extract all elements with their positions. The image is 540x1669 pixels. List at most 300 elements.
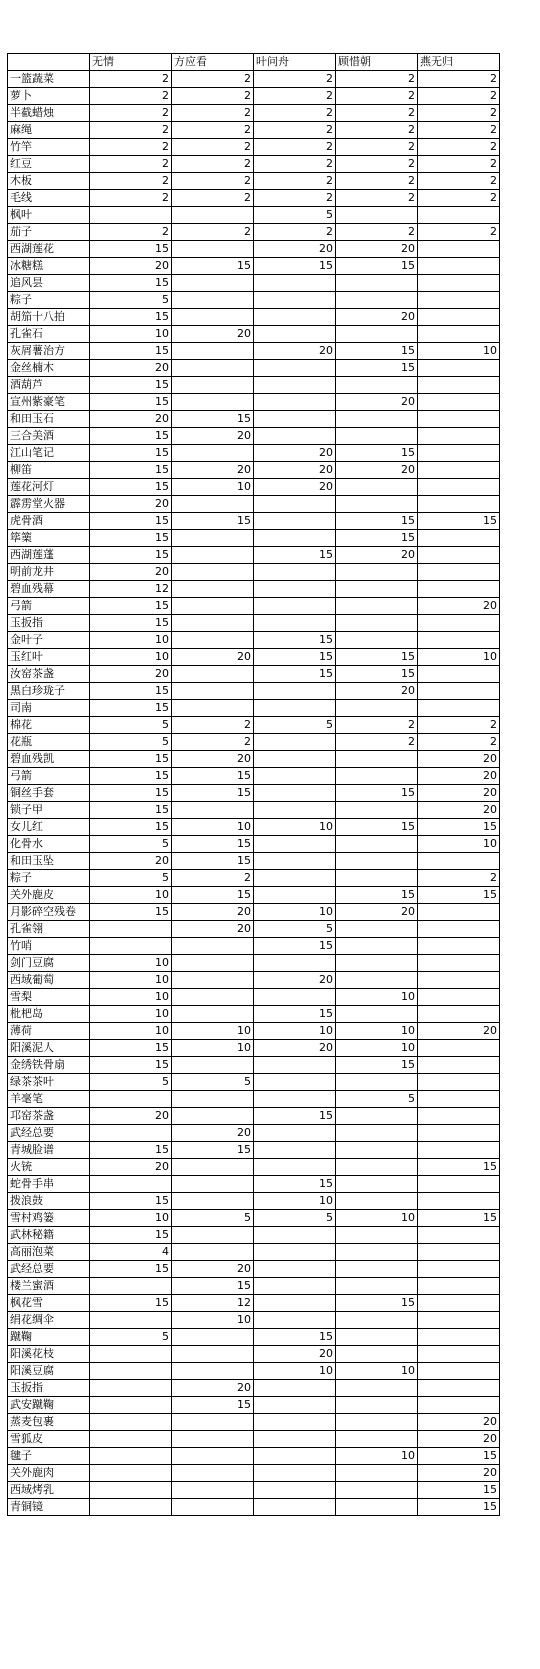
- item-name-cell[interactable]: 黑白珍珑子: [8, 683, 90, 700]
- value-cell[interactable]: 2: [90, 122, 172, 139]
- value-cell[interactable]: [172, 1329, 254, 1346]
- item-name-cell[interactable]: 铜丝手套: [8, 785, 90, 802]
- value-cell[interactable]: [418, 1108, 500, 1125]
- value-cell[interactable]: 10: [418, 836, 500, 853]
- value-cell[interactable]: [418, 1346, 500, 1363]
- value-cell[interactable]: 2: [336, 71, 418, 88]
- value-cell[interactable]: [254, 1278, 336, 1295]
- value-cell[interactable]: [172, 564, 254, 581]
- value-cell[interactable]: [336, 1193, 418, 1210]
- value-cell[interactable]: 10: [90, 632, 172, 649]
- value-cell[interactable]: [336, 751, 418, 768]
- value-cell[interactable]: [254, 1448, 336, 1465]
- value-cell[interactable]: [172, 377, 254, 394]
- value-cell[interactable]: 2: [90, 173, 172, 190]
- item-name-cell[interactable]: 金绣铁骨扇: [8, 1057, 90, 1074]
- value-cell[interactable]: 15: [90, 309, 172, 326]
- item-name-cell[interactable]: 筚篥: [8, 530, 90, 547]
- value-cell[interactable]: [336, 768, 418, 785]
- value-cell[interactable]: 10: [418, 343, 500, 360]
- value-cell[interactable]: [418, 1142, 500, 1159]
- value-cell[interactable]: 15: [336, 360, 418, 377]
- header-cell-corner[interactable]: [8, 54, 90, 71]
- value-cell[interactable]: 20: [418, 1465, 500, 1482]
- value-cell[interactable]: 20: [254, 972, 336, 989]
- value-cell[interactable]: [336, 1397, 418, 1414]
- value-cell[interactable]: 20: [418, 785, 500, 802]
- value-cell[interactable]: [336, 496, 418, 513]
- value-cell[interactable]: 15: [336, 1295, 418, 1312]
- item-name-cell[interactable]: 和田玉石: [8, 411, 90, 428]
- value-cell[interactable]: 15: [90, 394, 172, 411]
- value-cell[interactable]: 15: [172, 513, 254, 530]
- value-cell[interactable]: [90, 921, 172, 938]
- value-cell[interactable]: 20: [172, 921, 254, 938]
- value-cell[interactable]: [418, 853, 500, 870]
- value-cell[interactable]: 15: [254, 666, 336, 683]
- item-name-cell[interactable]: 枫叶: [8, 207, 90, 224]
- item-name-cell[interactable]: 茄子: [8, 224, 90, 241]
- value-cell[interactable]: 15: [90, 462, 172, 479]
- item-name-cell[interactable]: 玉红叶: [8, 649, 90, 666]
- value-cell[interactable]: 15: [90, 377, 172, 394]
- value-cell[interactable]: [336, 1176, 418, 1193]
- value-cell[interactable]: [418, 972, 500, 989]
- value-cell[interactable]: [254, 1312, 336, 1329]
- value-cell[interactable]: 10: [90, 972, 172, 989]
- value-cell[interactable]: 2: [418, 139, 500, 156]
- value-cell[interactable]: [418, 309, 500, 326]
- value-cell[interactable]: [254, 955, 336, 972]
- item-name-cell[interactable]: 阳溪豆腐: [8, 1363, 90, 1380]
- value-cell[interactable]: [254, 309, 336, 326]
- value-cell[interactable]: [254, 615, 336, 632]
- value-cell[interactable]: [90, 1346, 172, 1363]
- value-cell[interactable]: 20: [336, 241, 418, 258]
- item-name-cell[interactable]: 金丝楠木: [8, 360, 90, 377]
- item-name-cell[interactable]: 弓箭: [8, 598, 90, 615]
- value-cell[interactable]: [418, 1329, 500, 1346]
- value-cell[interactable]: [172, 1006, 254, 1023]
- value-cell[interactable]: 2: [336, 122, 418, 139]
- value-cell[interactable]: [254, 802, 336, 819]
- value-cell[interactable]: 2: [336, 224, 418, 241]
- value-cell[interactable]: [90, 1499, 172, 1516]
- value-cell[interactable]: [336, 428, 418, 445]
- value-cell[interactable]: 5: [90, 870, 172, 887]
- item-name-cell[interactable]: 灰屑薯治方: [8, 343, 90, 360]
- value-cell[interactable]: 20: [172, 1261, 254, 1278]
- value-cell[interactable]: 2: [172, 224, 254, 241]
- value-cell[interactable]: 20: [172, 462, 254, 479]
- value-cell[interactable]: [254, 700, 336, 717]
- value-cell[interactable]: 15: [90, 530, 172, 547]
- value-cell[interactable]: 5: [336, 1091, 418, 1108]
- item-name-cell[interactable]: 和田玉坠: [8, 853, 90, 870]
- value-cell[interactable]: [254, 1159, 336, 1176]
- value-cell[interactable]: 15: [418, 1482, 500, 1499]
- item-name-cell[interactable]: 剑门豆腐: [8, 955, 90, 972]
- value-cell[interactable]: 15: [254, 632, 336, 649]
- value-cell[interactable]: [418, 1261, 500, 1278]
- value-cell[interactable]: [254, 428, 336, 445]
- item-name-cell[interactable]: 萝卜: [8, 88, 90, 105]
- header-cell-yanwugui[interactable]: 燕无归: [418, 54, 500, 71]
- value-cell[interactable]: [172, 1499, 254, 1516]
- item-name-cell[interactable]: 碧血残幕: [8, 581, 90, 598]
- value-cell[interactable]: [254, 1482, 336, 1499]
- value-cell[interactable]: [254, 785, 336, 802]
- value-cell[interactable]: 20: [254, 479, 336, 496]
- value-cell[interactable]: [172, 275, 254, 292]
- header-cell-yewenzhou[interactable]: 叶问舟: [254, 54, 336, 71]
- value-cell[interactable]: [336, 479, 418, 496]
- item-name-cell[interactable]: 阳溪泥人: [8, 1040, 90, 1057]
- value-cell[interactable]: [254, 1074, 336, 1091]
- value-cell[interactable]: 20: [336, 462, 418, 479]
- value-cell[interactable]: 20: [336, 904, 418, 921]
- item-name-cell[interactable]: 武安蹴鞠: [8, 1397, 90, 1414]
- value-cell[interactable]: 10: [254, 1193, 336, 1210]
- value-cell[interactable]: 10: [254, 819, 336, 836]
- value-cell[interactable]: 2: [418, 173, 500, 190]
- value-cell[interactable]: [336, 972, 418, 989]
- value-cell[interactable]: 20: [254, 1040, 336, 1057]
- item-name-cell[interactable]: 粽子: [8, 870, 90, 887]
- value-cell[interactable]: [336, 836, 418, 853]
- value-cell[interactable]: 15: [336, 649, 418, 666]
- value-cell[interactable]: [336, 1227, 418, 1244]
- value-cell[interactable]: 15: [90, 700, 172, 717]
- value-cell[interactable]: 2: [254, 105, 336, 122]
- value-cell[interactable]: [336, 1278, 418, 1295]
- value-cell[interactable]: [172, 1414, 254, 1431]
- value-cell[interactable]: 15: [90, 275, 172, 292]
- item-name-cell[interactable]: 竹哨: [8, 938, 90, 955]
- item-name-cell[interactable]: 虎骨酒: [8, 513, 90, 530]
- value-cell[interactable]: [254, 1091, 336, 1108]
- value-cell[interactable]: [254, 1431, 336, 1448]
- item-name-cell[interactable]: 碧血残凯: [8, 751, 90, 768]
- value-cell[interactable]: 20: [418, 802, 500, 819]
- value-cell[interactable]: 20: [172, 649, 254, 666]
- value-cell[interactable]: [336, 870, 418, 887]
- value-cell[interactable]: 20: [90, 853, 172, 870]
- value-cell[interactable]: [336, 1108, 418, 1125]
- value-cell[interactable]: [172, 394, 254, 411]
- value-cell[interactable]: [418, 989, 500, 1006]
- value-cell[interactable]: 2: [254, 156, 336, 173]
- value-cell[interactable]: [418, 1380, 500, 1397]
- value-cell[interactable]: 2: [418, 734, 500, 751]
- value-cell[interactable]: 20: [336, 547, 418, 564]
- value-cell[interactable]: 15: [418, 1159, 500, 1176]
- item-name-cell[interactable]: 阳溪花枝: [8, 1346, 90, 1363]
- value-cell[interactable]: 10: [90, 1210, 172, 1227]
- item-name-cell[interactable]: 莲花河灯: [8, 479, 90, 496]
- header-cell-guxichao[interactable]: 顾惜朝: [336, 54, 418, 71]
- item-name-cell[interactable]: 毛线: [8, 190, 90, 207]
- value-cell[interactable]: 2: [336, 139, 418, 156]
- value-cell[interactable]: 20: [418, 751, 500, 768]
- value-cell[interactable]: [172, 1108, 254, 1125]
- value-cell[interactable]: [254, 411, 336, 428]
- value-cell[interactable]: [254, 870, 336, 887]
- value-cell[interactable]: 20: [172, 751, 254, 768]
- item-name-cell[interactable]: 一篮蔬菜: [8, 71, 90, 88]
- value-cell[interactable]: 20: [90, 496, 172, 513]
- value-cell[interactable]: 2: [90, 190, 172, 207]
- item-name-cell[interactable]: 武林秘籍: [8, 1227, 90, 1244]
- value-cell[interactable]: 2: [418, 71, 500, 88]
- value-cell[interactable]: [418, 394, 500, 411]
- value-cell[interactable]: 10: [172, 1023, 254, 1040]
- value-cell[interactable]: [254, 581, 336, 598]
- item-name-cell[interactable]: 西域烤乳: [8, 1482, 90, 1499]
- item-name-cell[interactable]: 蛇骨手串: [8, 1176, 90, 1193]
- item-name-cell[interactable]: 雪狐皮: [8, 1431, 90, 1448]
- value-cell[interactable]: [336, 1244, 418, 1261]
- value-cell[interactable]: 2: [418, 88, 500, 105]
- value-cell[interactable]: [90, 1312, 172, 1329]
- value-cell[interactable]: 12: [90, 581, 172, 598]
- value-cell[interactable]: 2: [172, 870, 254, 887]
- value-cell[interactable]: [90, 1465, 172, 1482]
- item-name-cell[interactable]: 青城脸谱: [8, 1142, 90, 1159]
- item-name-cell[interactable]: 关外鹿皮: [8, 887, 90, 904]
- item-name-cell[interactable]: 青铜镜: [8, 1499, 90, 1516]
- item-name-cell[interactable]: 明前龙井: [8, 564, 90, 581]
- value-cell[interactable]: [418, 496, 500, 513]
- value-cell[interactable]: 15: [172, 785, 254, 802]
- value-cell[interactable]: 2: [172, 88, 254, 105]
- value-cell[interactable]: [254, 887, 336, 904]
- value-cell[interactable]: 5: [90, 717, 172, 734]
- value-cell[interactable]: [336, 1006, 418, 1023]
- value-cell[interactable]: [172, 445, 254, 462]
- item-name-cell[interactable]: 武经总要: [8, 1261, 90, 1278]
- value-cell[interactable]: 10: [172, 1312, 254, 1329]
- value-cell[interactable]: 20: [418, 1414, 500, 1431]
- value-cell[interactable]: [90, 1448, 172, 1465]
- value-cell[interactable]: 20: [418, 1023, 500, 1040]
- value-cell[interactable]: 5: [254, 921, 336, 938]
- item-name-cell[interactable]: 雪梨: [8, 989, 90, 1006]
- value-cell[interactable]: [418, 360, 500, 377]
- value-cell[interactable]: [336, 377, 418, 394]
- value-cell[interactable]: [172, 360, 254, 377]
- value-cell[interactable]: 20: [172, 1380, 254, 1397]
- value-cell[interactable]: [418, 258, 500, 275]
- item-name-cell[interactable]: 粽子: [8, 292, 90, 309]
- value-cell[interactable]: [418, 1176, 500, 1193]
- value-cell[interactable]: 10: [254, 1363, 336, 1380]
- value-cell[interactable]: 20: [418, 768, 500, 785]
- value-cell[interactable]: 15: [254, 1108, 336, 1125]
- value-cell[interactable]: [418, 1193, 500, 1210]
- value-cell[interactable]: [172, 1431, 254, 1448]
- value-cell[interactable]: [172, 343, 254, 360]
- item-name-cell[interactable]: 竹竿: [8, 139, 90, 156]
- value-cell[interactable]: 5: [254, 207, 336, 224]
- value-cell[interactable]: 15: [90, 598, 172, 615]
- value-cell[interactable]: [254, 530, 336, 547]
- value-cell[interactable]: [254, 564, 336, 581]
- value-cell[interactable]: 15: [336, 530, 418, 547]
- value-cell[interactable]: 2: [254, 224, 336, 241]
- value-cell[interactable]: 10: [172, 1040, 254, 1057]
- value-cell[interactable]: [418, 1312, 500, 1329]
- value-cell[interactable]: [90, 1431, 172, 1448]
- item-name-cell[interactable]: 化骨水: [8, 836, 90, 853]
- value-cell[interactable]: 10: [336, 1363, 418, 1380]
- value-cell[interactable]: [418, 904, 500, 921]
- value-cell[interactable]: 15: [90, 1295, 172, 1312]
- item-name-cell[interactable]: 西湖莲花: [8, 241, 90, 258]
- item-name-cell[interactable]: 三合美酒: [8, 428, 90, 445]
- value-cell[interactable]: [254, 1414, 336, 1431]
- value-cell[interactable]: [336, 1074, 418, 1091]
- value-cell[interactable]: [336, 564, 418, 581]
- value-cell[interactable]: [254, 1380, 336, 1397]
- value-cell[interactable]: 5: [172, 1074, 254, 1091]
- value-cell[interactable]: 10: [90, 1023, 172, 1040]
- value-cell[interactable]: 15: [336, 445, 418, 462]
- item-name-cell[interactable]: 蒸麦包裹: [8, 1414, 90, 1431]
- value-cell[interactable]: 15: [90, 1057, 172, 1074]
- value-cell[interactable]: 2: [172, 173, 254, 190]
- value-cell[interactable]: [418, 1295, 500, 1312]
- value-cell[interactable]: 15: [90, 819, 172, 836]
- value-cell[interactable]: [418, 462, 500, 479]
- value-cell[interactable]: [418, 241, 500, 258]
- item-name-cell[interactable]: 高丽泡菜: [8, 1244, 90, 1261]
- value-cell[interactable]: [172, 1057, 254, 1074]
- value-cell[interactable]: [254, 751, 336, 768]
- value-cell[interactable]: [254, 1465, 336, 1482]
- value-cell[interactable]: [418, 683, 500, 700]
- value-cell[interactable]: [254, 1295, 336, 1312]
- value-cell[interactable]: 5: [90, 734, 172, 751]
- value-cell[interactable]: 2: [254, 173, 336, 190]
- value-cell[interactable]: [172, 1482, 254, 1499]
- value-cell[interactable]: 15: [90, 1261, 172, 1278]
- value-cell[interactable]: [254, 1397, 336, 1414]
- value-cell[interactable]: 15: [254, 649, 336, 666]
- value-cell[interactable]: [336, 1159, 418, 1176]
- value-cell[interactable]: 10: [90, 989, 172, 1006]
- value-cell[interactable]: [90, 1482, 172, 1499]
- value-cell[interactable]: 20: [172, 1125, 254, 1142]
- value-cell[interactable]: [254, 394, 336, 411]
- item-name-cell[interactable]: 胡笳十八拍: [8, 309, 90, 326]
- value-cell[interactable]: [172, 802, 254, 819]
- value-cell[interactable]: [254, 1244, 336, 1261]
- value-cell[interactable]: 2: [254, 71, 336, 88]
- item-name-cell[interactable]: 拨浪鼓: [8, 1193, 90, 1210]
- value-cell[interactable]: 2: [172, 717, 254, 734]
- value-cell[interactable]: 10: [418, 649, 500, 666]
- value-cell[interactable]: [336, 1346, 418, 1363]
- value-cell[interactable]: 15: [336, 343, 418, 360]
- value-cell[interactable]: 20: [90, 258, 172, 275]
- value-cell[interactable]: [172, 1176, 254, 1193]
- value-cell[interactable]: [418, 666, 500, 683]
- item-name-cell[interactable]: 女儿红: [8, 819, 90, 836]
- value-cell[interactable]: [336, 1414, 418, 1431]
- value-cell[interactable]: [418, 411, 500, 428]
- value-cell[interactable]: 15: [418, 1210, 500, 1227]
- value-cell[interactable]: [172, 632, 254, 649]
- value-cell[interactable]: 10: [336, 1040, 418, 1057]
- item-name-cell[interactable]: 枫花雪: [8, 1295, 90, 1312]
- value-cell[interactable]: [418, 275, 500, 292]
- value-cell[interactable]: 15: [418, 513, 500, 530]
- value-cell[interactable]: 15: [90, 1193, 172, 1210]
- value-cell[interactable]: 15: [418, 819, 500, 836]
- value-cell[interactable]: [90, 1380, 172, 1397]
- value-cell[interactable]: 20: [172, 904, 254, 921]
- value-cell[interactable]: 15: [172, 1142, 254, 1159]
- item-name-cell[interactable]: 玉扳指: [8, 1380, 90, 1397]
- value-cell[interactable]: 15: [90, 802, 172, 819]
- value-cell[interactable]: 20: [254, 1346, 336, 1363]
- value-cell[interactable]: [336, 1312, 418, 1329]
- value-cell[interactable]: [254, 1227, 336, 1244]
- value-cell[interactable]: [336, 411, 418, 428]
- value-cell[interactable]: [418, 1397, 500, 1414]
- value-cell[interactable]: 2: [172, 122, 254, 139]
- item-name-cell[interactable]: 汝窑茶盏: [8, 666, 90, 683]
- value-cell[interactable]: [254, 1057, 336, 1074]
- value-cell[interactable]: [418, 700, 500, 717]
- value-cell[interactable]: 15: [90, 479, 172, 496]
- value-cell[interactable]: [336, 955, 418, 972]
- value-cell[interactable]: 15: [254, 1176, 336, 1193]
- value-cell[interactable]: 2: [90, 156, 172, 173]
- value-cell[interactable]: 20: [418, 1431, 500, 1448]
- item-name-cell[interactable]: 月影碎空残卷: [8, 904, 90, 921]
- value-cell[interactable]: [336, 1431, 418, 1448]
- value-cell[interactable]: 5: [172, 1210, 254, 1227]
- value-cell[interactable]: 2: [418, 156, 500, 173]
- value-cell[interactable]: [254, 1261, 336, 1278]
- value-cell[interactable]: 2: [336, 88, 418, 105]
- value-cell[interactable]: 2: [336, 734, 418, 751]
- value-cell[interactable]: 2: [172, 156, 254, 173]
- value-cell[interactable]: [254, 989, 336, 1006]
- value-cell[interactable]: 15: [90, 751, 172, 768]
- item-name-cell[interactable]: 西湖莲蓬: [8, 547, 90, 564]
- value-cell[interactable]: [418, 445, 500, 462]
- value-cell[interactable]: [418, 1244, 500, 1261]
- value-cell[interactable]: 10: [254, 1023, 336, 1040]
- value-cell[interactable]: 2: [418, 122, 500, 139]
- value-cell[interactable]: [172, 972, 254, 989]
- value-cell[interactable]: [418, 547, 500, 564]
- value-cell[interactable]: [336, 1329, 418, 1346]
- value-cell[interactable]: [336, 700, 418, 717]
- value-cell[interactable]: [254, 768, 336, 785]
- value-cell[interactable]: [172, 1363, 254, 1380]
- value-cell[interactable]: 5: [90, 292, 172, 309]
- value-cell[interactable]: [418, 428, 500, 445]
- value-cell[interactable]: [336, 1465, 418, 1482]
- value-cell[interactable]: 15: [90, 615, 172, 632]
- value-cell[interactable]: 10: [90, 326, 172, 343]
- value-cell[interactable]: [336, 1380, 418, 1397]
- value-cell[interactable]: [254, 598, 336, 615]
